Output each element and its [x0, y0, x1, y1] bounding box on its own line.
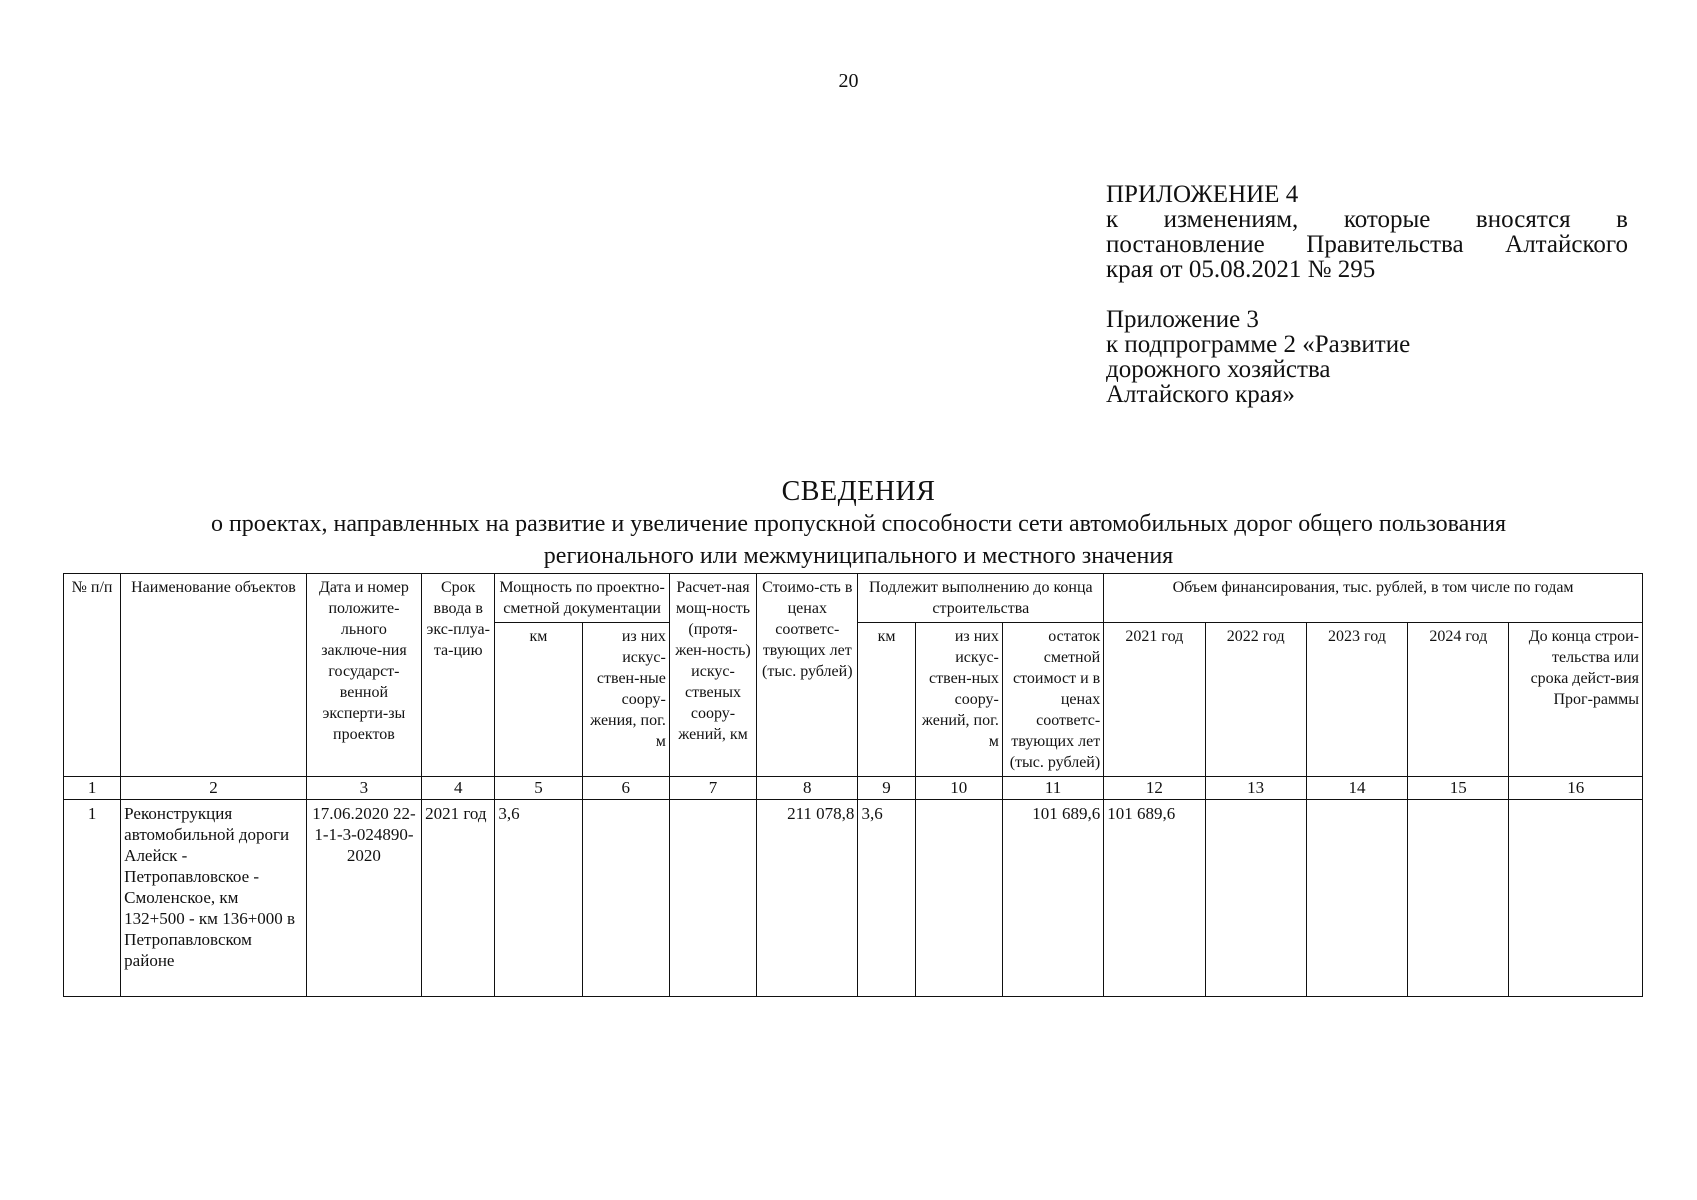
header-todo-art: из них искус-ствен-ных соору-жений, пог. м [915, 623, 1002, 777]
page-number: 20 [838, 70, 859, 92]
annex-3-line-2: дорожного хозяйства [1106, 356, 1331, 383]
row-todo-rest: 101 689,6 [1002, 800, 1103, 997]
column-number: 4 [422, 777, 495, 800]
row-todo-km: 3,6 [858, 800, 915, 997]
column-number: 11 [1002, 777, 1103, 800]
row-cap-art [582, 800, 669, 997]
header-name: Наименование объектов [121, 574, 307, 777]
column-number: 14 [1306, 777, 1407, 800]
header-financing: Объем финансирования, тыс. рублей, в том числе по годам [1104, 574, 1643, 623]
annex-3-block [1106, 307, 1628, 407]
column-number: 1 [64, 777, 121, 800]
header-num: № п/п [64, 574, 121, 777]
column-number: 5 [495, 777, 582, 800]
header-cap-km: км [495, 623, 582, 777]
column-number: 8 [757, 777, 858, 800]
annex-3-line-1: к подпрограмме 2 «Развитие [1106, 331, 1411, 358]
document-subtitle: о проектах, направленных на развитие и увеличение пропускной способности сети автомобильных дорог общего пользования регионального или межмуниципального и местного значения [210, 511, 1507, 569]
row-year-2023 [1306, 800, 1407, 997]
row-cap-km: 3,6 [495, 800, 582, 997]
column-number: 12 [1104, 777, 1205, 800]
column-number: 10 [915, 777, 1002, 800]
header-row-1 [64, 574, 1643, 623]
column-number: 7 [669, 777, 756, 800]
header-year-2022: 2022 год [1205, 623, 1306, 777]
annex-4-block [1106, 182, 1628, 282]
header-cost: Стоимо-сть в ценах соответс-твующих лет (тыс. рублей) [757, 574, 858, 777]
header-year-end: До конца строи-тельства или срока дейст-вия Прог-раммы [1509, 623, 1643, 777]
annex-4-line-1: к изменениям, которые вносятся в [1106, 206, 1628, 233]
annex-4-title: ПРИЛОЖЕНИЕ 4 [1106, 181, 1299, 208]
header-cap-art: из них искус-ствен-ные соору-жения, пог. м [582, 623, 669, 777]
annex-4-line-2: постановление Правительства Алтайского [1106, 231, 1628, 258]
row-name: Реконструкция автомобильной дороги Алейск - Петропавловское - Смоленское, км 132+500 - км 136+000 в Петропавловском районе [121, 800, 307, 997]
annex-4-line-3: края от 05.08.2021 № 295 [1106, 256, 1376, 283]
header-todo-rest: остаток сметной стоимост и в ценах соответс-твующих лет (тыс. рублей) [1002, 623, 1103, 777]
header-todo: Подлежит выполнению до конца строительства [858, 574, 1104, 623]
column-number: 13 [1205, 777, 1306, 800]
header-capacity: Мощность по проектно-сметной документации [495, 574, 670, 623]
header-todo-km: км [858, 623, 915, 777]
column-number: 6 [582, 777, 669, 800]
row-year-2024 [1408, 800, 1509, 997]
row-date: 17.06.2020 22-1-1-3-024890-2020 [306, 800, 421, 997]
row-year-2022 [1205, 800, 1306, 997]
row-calc [669, 800, 756, 997]
annex-3-line-3: Алтайского края» [1106, 381, 1295, 408]
row-cost: 211 078,8 [757, 800, 858, 997]
column-number: 16 [1509, 777, 1643, 800]
column-number: 15 [1408, 777, 1509, 800]
row-year-2021: 101 689,6 [1104, 800, 1205, 997]
table-row [64, 800, 1643, 997]
document-title: СВЕДЕНИЯ [781, 476, 936, 507]
row-year-end [1509, 800, 1643, 997]
row-todo-art [915, 800, 1002, 997]
column-number: 3 [306, 777, 421, 800]
row-num: 1 [64, 800, 121, 997]
column-number: 2 [121, 777, 307, 800]
annex-3-title: Приложение 3 [1106, 306, 1259, 333]
header-year-2021: 2021 год [1104, 623, 1205, 777]
header-year-2023: 2023 год [1306, 623, 1407, 777]
column-numbers-row [64, 777, 1643, 800]
row-term: 2021 год [422, 800, 495, 997]
projects-table [63, 573, 1643, 997]
header-calc: Расчет-ная мощ-ность (протя-жен-ность) искус-ственых соору-жений, км [669, 574, 756, 777]
header-date: Дата и номер положите-льного заключе-ния государст-венной эксперти-зы проектов [306, 574, 421, 777]
header-term: Срок ввода в экс-плуа-та-цию [422, 574, 495, 777]
column-number: 9 [858, 777, 915, 800]
header-year-2024: 2024 год [1408, 623, 1509, 777]
